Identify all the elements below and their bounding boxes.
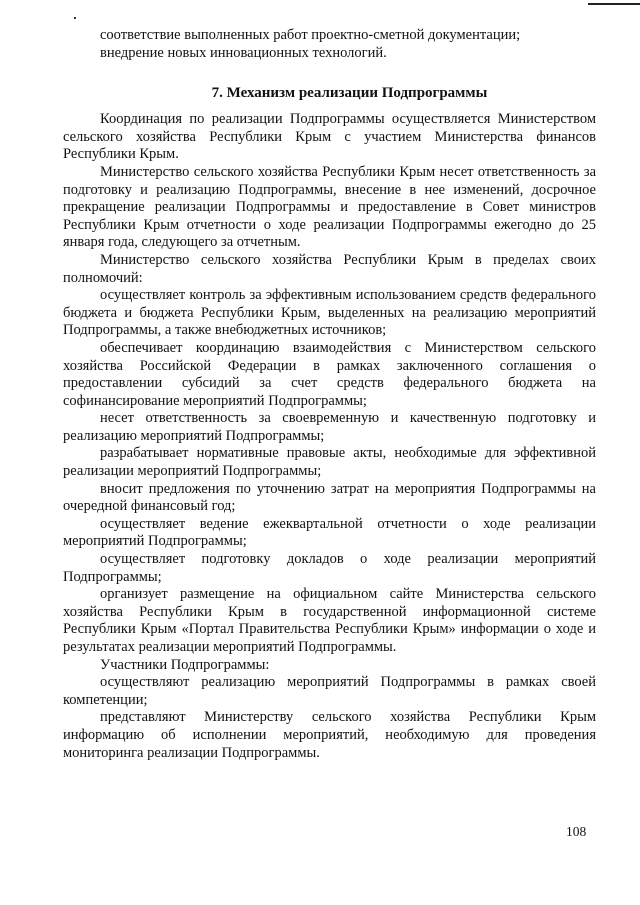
paragraph: осуществляет контроль за эффективным использованием средств федерального бюджета и бюджета Республики Крым, выделенных на реализацию мероприятий Подпрограммы, а также внебюджетных источников; [63,287,596,339]
paragraph: разрабатывает нормативные правовые акты, необходимые для эффективной реализации мероприятий Подпрограммы; [63,445,596,480]
scan-dot [74,17,76,19]
paragraph: Участники Подпрограммы: [100,656,270,673]
paragraph: Министерство сельского хозяйства Республики Крым в пределах своих полномочий: [63,251,596,286]
paragraph: Координация по реализации Подпрограммы осуществляется Министерством сельского хозяйства Республики Крым с участием Министерства финансов Республики Крым. [63,111,596,163]
paragraph: несет ответственность за своевременную и качественную подготовку и реализацию мероприятий Подпрограммы; [63,410,596,444]
paragraph: Министерство сельского хозяйства Республики Крым несет ответственность за подготовку и реализацию Подпрограммы, внесение в нее изменений, досрочное прекращение реализации Подпрограммы и предоставление в Совет министров Республики Крым отчетности о ходе реализации Подпрограммы ежегодно до 25 января года, следующего за отчетным. [63,163,596,251]
paragraph: обеспечивает координацию взаимодействия с Министерством сельского хозяйства Российской Федерации в рамках заключенного соглашения о предоставлении субсидий за счет средств федерального бюджета на софинансирование мероприятий Подпрограммы; [63,339,596,409]
section-heading: 7. Механизм реализации Подпрограммы [211,85,488,102]
paragraph: осуществляет подготовку докладов о ходе реализации мероприятий Подпрограммы; [63,551,596,585]
paragraph: осуществляют реализацию мероприятий Подпрограммы в рамках своей компетенции; [63,674,596,708]
page-number: 108 [566,824,587,839]
top-edge-rule [588,3,640,5]
paragraph: представляют Министерству сельского хозяйства Республики Крым информацию об исполнении мероприятий, необходимую для проведения мониторинга реализации Подпрограммы. [63,709,596,761]
paragraph: вносит предложения по уточнению затрат на мероприятия Подпрограммы на очередной финансовый год; [63,480,596,515]
document-body [63,27,596,762]
intro-line: внедрение новых инновационных технологий. [100,44,387,61]
paragraph: организует размещение на официальном сайте Министерства сельского хозяйства Республики Крым в государственной информационной системе Республики Крым «Портал Правительства Республики Крым» информации о ходе и результатах реализации мероприятий Подпрограммы. [63,586,596,655]
intro-line: соответствие выполненных работ проектно-сметной документации; [100,27,521,43]
paragraph: осуществляет ведение ежеквартальной отчетности о ходе реализации мероприятий Подпрограммы; [63,515,596,550]
